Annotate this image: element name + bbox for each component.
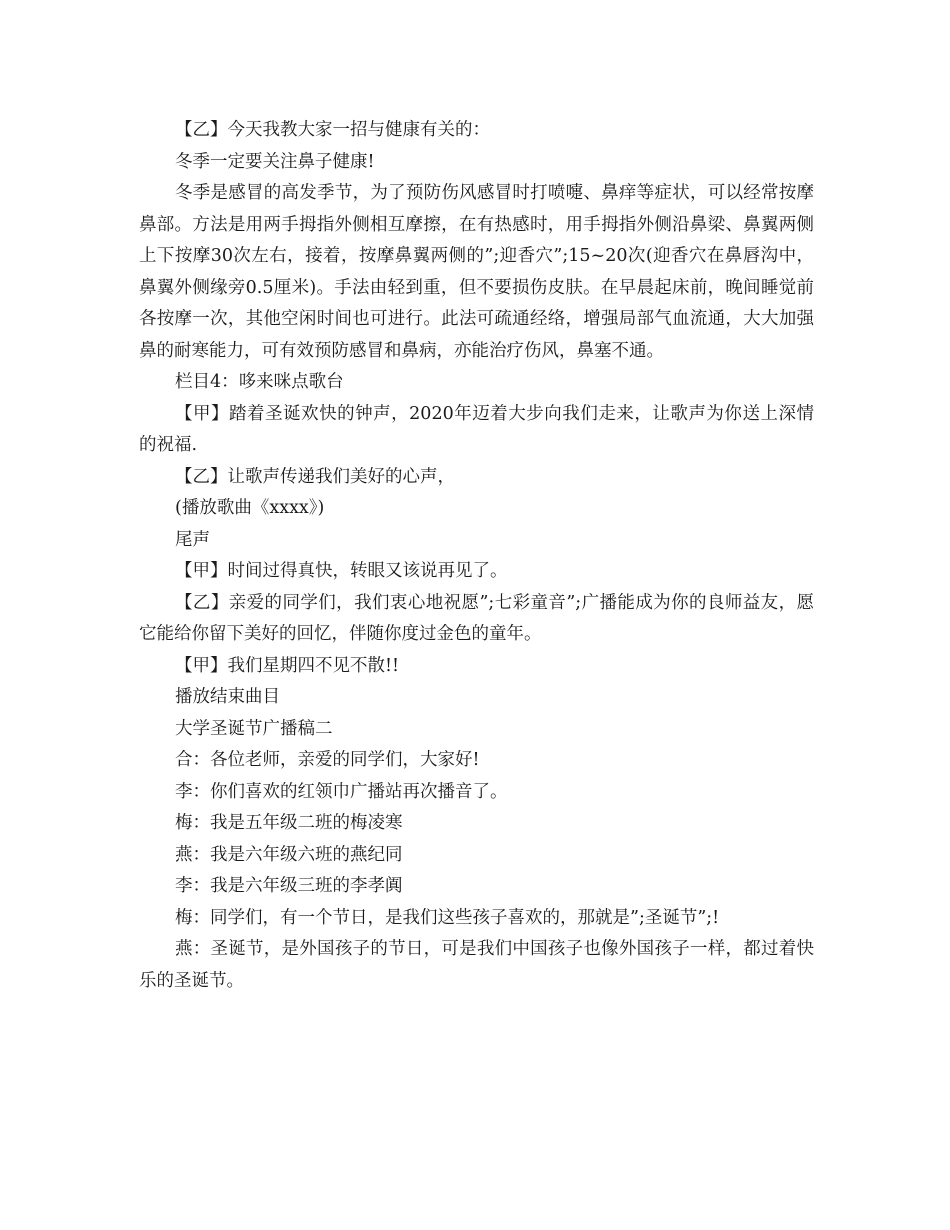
paragraph-11: 【甲】我们星期四不见不散!! (175, 655, 400, 676)
paragraph-8: 尾声 (175, 529, 210, 550)
paragraph-12: 播放结束曲目 (175, 687, 280, 707)
paragraph-17: 燕：我是六年级六班的燕纪同 (175, 844, 403, 865)
paragraph-9: 【甲】时间过得真快，转眼又该说再见了。 (175, 561, 508, 581)
document-body (139, 115, 814, 997)
paragraph-15: 李：你们喜欢的红领巾广播站再次播音了。 (175, 781, 508, 802)
paragraph-13: 大学圣诞节广播稿二 (175, 718, 333, 739)
paragraph-19: 梅：同学们，有一个节日，是我们这些孩子喜欢的，那就是”;圣诞节”;! (175, 907, 720, 928)
paragraph-7: (播放歌曲《xxxx》) (175, 498, 325, 518)
paragraph-18: 李：我是六年级三班的李孝阗 (175, 876, 403, 896)
paragraph-2: 冬季一定要关注鼻子健康! (175, 151, 375, 172)
paragraph-14: 合：各位老师，亲爱的同学们，大家好! (175, 750, 480, 770)
paragraph-4: 栏目4：哆来咪点歌台 (175, 372, 344, 392)
paragraph-1: 【乙】今天我教大家一招与健康有关的： (175, 120, 490, 140)
paragraph-5: 【甲】踏着圣诞欢快的钟声，2020年迈着大步向我们走来，让歌声为你送上深情的祝福. (139, 403, 814, 455)
paragraph-10: 【乙】亲爱的同学们，我们衷心地祝愿”;七彩童音”;广播能成为你的良师益友，愿它能给你留下美好的回忆，伴随你度过金色的童年。 (139, 592, 814, 644)
paragraph-20: 燕：圣诞节，是外国孩子的节日，可是我们中国孩子也像外国孩子一样，都过着快乐的圣诞节。 (139, 939, 814, 991)
paragraph-6: 【乙】让歌声传递我们美好的心声， (175, 466, 455, 487)
paragraph-3: 冬季是感冒的高发季节，为了预防伤风感冒时打喷嚏、鼻痒等症状，可以经常按摩鼻部。方法是用两手拇指外侧相互摩擦，在有热感时，用手拇指外侧沿鼻梁、鼻翼两侧上下按摩30次左右，接着，按摩鼻翼两侧的”;迎香穴”;15~20次(迎香穴在鼻唇沟中，鼻翼外侧缘旁0.5厘米)。手法由轻到重，但不要损伤皮肤。在早晨起床前，晚间睡觉前各按摩一次，其他空闲时间也可进行。此法可疏通经络，增强局部气血流通，大大加强鼻的耐寒能力，可有效预防感冒和鼻病，亦能治疗伤风，鼻塞不通。 (139, 183, 814, 361)
paragraph-16: 梅：我是五年级二班的梅凌寒 (175, 813, 403, 833)
